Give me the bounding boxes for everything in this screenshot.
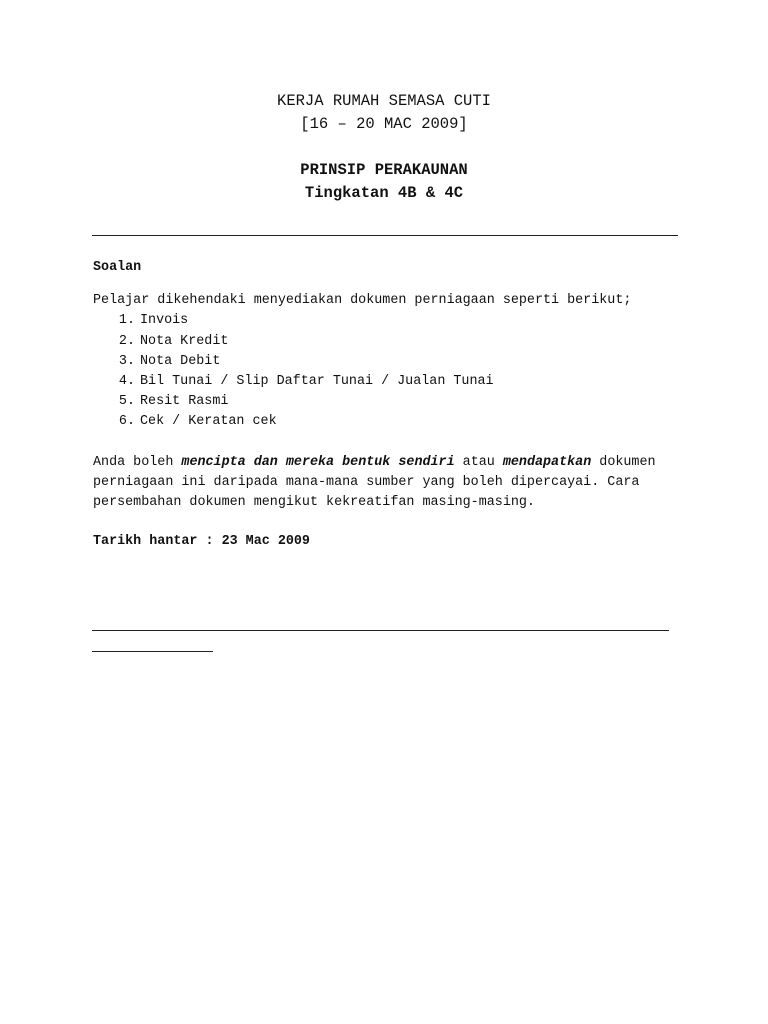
header-title: KERJA RUMAH SEMASA CUTI bbox=[277, 92, 491, 110]
list-item-text: Bil Tunai / Slip Daftar Tunai / Jualan Tunai bbox=[140, 374, 494, 390]
header-subject: PRINSIP PERAKAUNAN bbox=[300, 161, 468, 179]
intro-paragraph: Pelajar dikehendaki menyediakan dokumen perniagaan seperti berikut; bbox=[93, 293, 632, 309]
list-item-number: 1. bbox=[118, 313, 135, 329]
list-item-text: Resit Rasmi bbox=[140, 394, 229, 410]
list-item-text: Nota Kredit bbox=[140, 333, 229, 349]
list-item-text: Cek / Keratan cek bbox=[140, 414, 277, 430]
list-item bbox=[118, 311, 693, 331]
instruction-emphasis-2: mendapatkan bbox=[502, 454, 592, 470]
list-item-number: 5. bbox=[118, 394, 135, 410]
instruction-emphasis-1: mencipta dan mereka bentuk sendiri bbox=[181, 454, 455, 470]
footer-rule bbox=[92, 630, 669, 631]
footer-rule-short bbox=[92, 651, 213, 652]
list-item-number: 3. bbox=[118, 353, 135, 369]
document-list bbox=[93, 311, 693, 432]
list-item-text: Nota Debit bbox=[140, 353, 221, 369]
list-item-number: 4. bbox=[118, 374, 135, 390]
header-date-range: [16 – 20 MAC 2009] bbox=[300, 115, 468, 133]
list-item-text: Invois bbox=[140, 313, 189, 329]
instruction-paragraph bbox=[93, 453, 693, 514]
instruction-text-2: atau bbox=[454, 454, 503, 470]
list-item bbox=[118, 352, 693, 372]
section-label: Soalan bbox=[93, 260, 142, 275]
list-item bbox=[118, 412, 693, 432]
list-item bbox=[118, 372, 693, 392]
instruction-text-3: dokumen perniagaan ini daripada mana-mana sumber yang boleh dipercayai. Cara persembahan dokumen mengikut kekreatifan masing-masing. bbox=[93, 454, 656, 511]
list-item-number: 6. bbox=[118, 414, 135, 430]
document-header bbox=[0, 90, 768, 205]
list-item-number: 2. bbox=[118, 333, 135, 349]
document-body bbox=[93, 258, 693, 552]
header-class: Tingkatan 4B & 4C bbox=[304, 184, 464, 202]
list-item bbox=[118, 332, 693, 352]
instruction-text-1: Anda boleh bbox=[93, 454, 182, 470]
list-item bbox=[118, 392, 693, 412]
submission-date: Tarikh hantar : 23 Mac 2009 bbox=[93, 534, 310, 550]
header-divider bbox=[92, 235, 678, 236]
